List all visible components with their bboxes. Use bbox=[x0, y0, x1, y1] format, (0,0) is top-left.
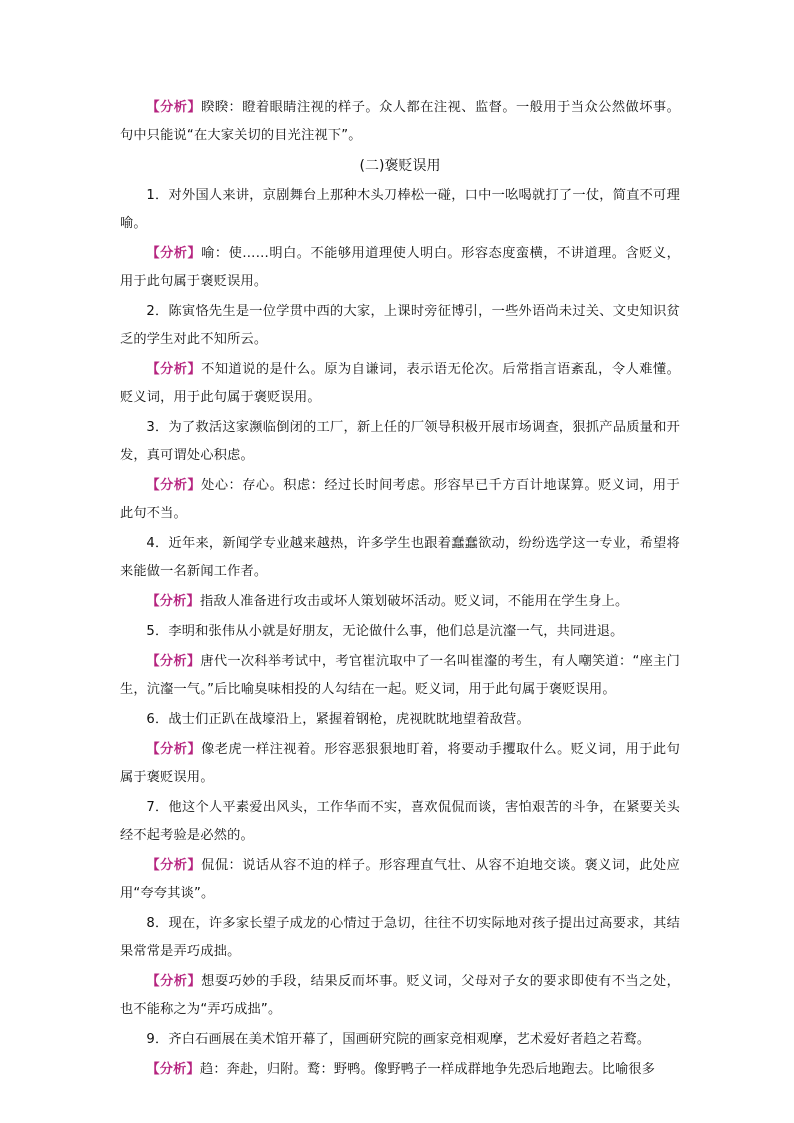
analysis-text: 指敌人准备进行攻击或坏人策划破坏活动。贬义词，不能用在学生身上。 bbox=[199, 594, 629, 609]
analysis-text: 趋：奔赴，归附。鹜：野鸭。像野鸭子一样成群地争先恐后地跑去。比喻很多 bbox=[199, 1062, 656, 1077]
analysis-text: 睽睽：瞪着眼睛注视的样子。众人都在注视、监督。一般用于当众公然做坏事。句中只能说“在大家关切的目光注视下”。 bbox=[120, 100, 680, 143]
question-paragraph: 3．为了救活这家濒临倒闭的工厂，新上任的厂领导积极开展市场调查，狠抓产品质量和开发，真可谓处心积虑。 bbox=[120, 420, 680, 463]
section-title: (二)褒贬误用 bbox=[359, 158, 441, 174]
analysis-text: 不知道说的是什么。原为自谦词，表示语无伦次。后常指言语紊乱，令人难懂。贬义词，用于此句属于褒贬误用。 bbox=[120, 362, 680, 405]
analysis-tag: 【分析】 bbox=[146, 246, 202, 261]
analysis-tag: 【分析】 bbox=[146, 974, 202, 989]
analysis-text: 侃侃：说话从容不迫的样子。形容理直气壮、从容不迫地交谈。褒义词，此处应用“夸夸其谈”。 bbox=[120, 858, 680, 901]
question-paragraph: 9．齐白石画展在美术馆开幕了，国画研究院的画家竞相观摩，艺术爱好者趋之若鹜。 bbox=[146, 1032, 651, 1047]
analysis-paragraph bbox=[120, 356, 680, 412]
analysis-tag: 【分析】 bbox=[146, 654, 201, 669]
analysis-paragraph bbox=[120, 1056, 680, 1084]
analysis-tag: 【分析】 bbox=[146, 1062, 200, 1077]
analysis-paragraph bbox=[120, 588, 680, 616]
question-paragraph: 1．对外国人来讲，京剧舞台上那种木头刀棒松一碰，口中一吆喝就打了一仗，简直不可理喻。 bbox=[120, 188, 680, 231]
analysis-tag: 【分析】 bbox=[146, 362, 202, 377]
document-body bbox=[120, 94, 680, 1086]
analysis-paragraph bbox=[120, 472, 680, 528]
question-paragraph: 8．现在，许多家长望子成龙的心情过于急切，往往不切实际地对孩子提出过高要求，其结果常常是弄巧成拙。 bbox=[120, 916, 680, 959]
analysis-text: 像老虎一样注视着。形容恶狠狠地盯着，将要动手攫取什么。贬义词，用于此句属于褒贬误用。 bbox=[120, 742, 680, 785]
analysis-tag: 【分析】 bbox=[146, 858, 202, 873]
analysis-paragraph bbox=[120, 736, 680, 792]
question-paragraph: 4．近年来，新闻学专业越来越热，许多学生也跟着蠢蠢欲动，纷纷选学这一专业，希望将来能做一名新闻工作者。 bbox=[120, 536, 680, 579]
question-paragraph: 6．战士们正趴在战壕沿上，紧握着钢枪，虎视眈眈地望着敌营。 bbox=[146, 712, 530, 727]
analysis-tag: 【分析】 bbox=[146, 742, 202, 757]
analysis-tag: 【分析】 bbox=[146, 478, 202, 493]
analysis-text: 喻：使……明白。不能够用道理使人明白。形容态度蛮横，不讲道理。含贬义，用于此句属于褒贬误用。 bbox=[120, 246, 680, 289]
question-paragraph: 2．陈寅恪先生是一位学贯中西的大家，上课时旁征博引，一些外语尚未过关、文史知识贫乏的学生对此不知所云。 bbox=[120, 304, 680, 347]
analysis-paragraph bbox=[120, 648, 680, 704]
analysis-tag: 【分析】 bbox=[146, 594, 200, 609]
question-paragraph: 7．他这个人平素爱出风头，工作华而不实，喜欢侃侃而谈，害怕艰苦的斗争，在紧要关头经不起考验是必然的。 bbox=[120, 800, 680, 843]
analysis-paragraph bbox=[120, 94, 680, 150]
analysis-paragraph bbox=[120, 852, 680, 908]
analysis-text: 唐代一次科举考试中，考官崔沆取中了一名叫崔瀣的考生，有人嘲笑道：“座主门生，沆瀣一气。”后比喻臭味相投的人勾结在一起。贬义词，用于此句属于褒贬误用。 bbox=[120, 654, 680, 697]
analysis-paragraph bbox=[120, 968, 680, 1024]
analysis-text: 处心：存心。积虑：经过长时间考虑。形容早已千方百计地谋算。贬义词，用于此句不当。 bbox=[120, 478, 680, 521]
question-paragraph: 5．李明和张伟从小就是好朋友，无论做什么事，他们总是沆瀣一气，共同进退。 bbox=[146, 624, 624, 639]
analysis-text: 想耍巧妙的手段，结果反而坏事。贬义词，父母对子女的要求即使有不当之处，也不能称之为“弄巧成拙”。 bbox=[120, 974, 680, 1017]
analysis-paragraph bbox=[120, 240, 680, 296]
analysis-tag: 【分析】 bbox=[146, 100, 202, 115]
